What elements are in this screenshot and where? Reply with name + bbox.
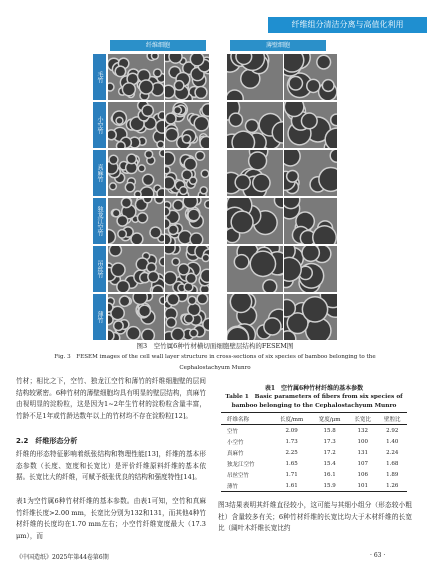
row-label: 小空竹 — [93, 102, 106, 148]
table-cell: 17.3 — [323, 438, 336, 445]
table-cell: 15.4 — [323, 460, 336, 467]
micrograph-panel — [165, 150, 209, 196]
micrograph-panel — [165, 102, 209, 148]
table-header-cell: 长宽比 — [354, 416, 372, 423]
micrograph-panel — [165, 294, 209, 340]
table-header-cell: 宽度/μm — [318, 416, 341, 423]
table-cell: 1.89 — [386, 471, 399, 478]
row-label: 吊丝竹 — [93, 246, 106, 292]
table-cell: 2.24 — [386, 449, 399, 456]
micrograph-panel — [108, 54, 164, 100]
micrograph-panel — [108, 198, 164, 244]
micrograph-panel — [227, 54, 283, 100]
table-1-title-zh: 表1 空竹属6种竹材纤维的基本参数 — [264, 385, 364, 392]
table-cell: 2.25 — [285, 449, 298, 456]
table-cell: 100 — [357, 438, 369, 445]
table-header-cell: 纤维名称 — [227, 416, 250, 423]
table-cell: 132 — [357, 427, 369, 434]
table-1-title — [218, 384, 410, 411]
micrograph-panel — [284, 198, 337, 244]
running-header: 纤维组分清洁分离与高值化利用 — [268, 17, 427, 33]
table-cell: 107 — [357, 460, 369, 467]
table-cell: 1.71 — [285, 471, 298, 478]
table-cell: 独龙江空竹 — [227, 461, 255, 468]
table-row — [221, 436, 407, 447]
table-header-cell: 长度/mm — [279, 416, 304, 423]
micrograph-panel — [284, 54, 337, 100]
table-row — [221, 480, 407, 492]
table-cell: 2.09 — [285, 427, 298, 434]
table-cell: 16.1 — [323, 471, 336, 478]
figure-caption — [30, 341, 400, 374]
paragraph-cell-wall: 竹材；相比之下，空竹、独龙江空竹和薄竹的纤维细胞壁的层间结构较紧密。6种竹材的薄壁细胞均具有明显的壁层结构，真麻竹由视明显的淀粉粒，这是因为1~2年生竹材的淀粉粒含量丰富，竹龄不足1年或竹龄达数年以上的竹材均不存在淀粉粒[12]。 — [16, 377, 206, 421]
table-row — [221, 469, 407, 480]
table-cell: 15.9 — [323, 482, 336, 489]
row-label: 真麻竹 — [93, 150, 106, 196]
table-header-row — [221, 413, 407, 425]
table-cell: 2.92 — [386, 427, 399, 434]
table-cell: 1.73 — [285, 438, 298, 445]
micrograph-panel — [165, 54, 209, 100]
micrograph-panel — [284, 102, 337, 148]
figure-caption-zh: 图3 空竹属6种竹材横切面细胞壁层结构的FESEM图 — [136, 342, 294, 350]
micrograph-panel — [284, 294, 337, 340]
micrograph-panel — [165, 198, 209, 244]
table-1 — [221, 412, 407, 492]
table-cell: 1.61 — [285, 482, 298, 489]
paragraph-fiber-morphology: 纤维的形态特征影响着纸张结构和物理性能[13]，纤维的基本形态参数（长度、宽度和长宽比）是评价纤维原料纤维的基本依据。长宽比大的纤维，可赋予纸张优良的结构和强度特性[14]。 — [16, 450, 206, 482]
micrograph-panel — [284, 246, 337, 292]
footer-page-number: · 63 · — [370, 552, 386, 559]
table-cell: 吊丝空竹 — [227, 472, 250, 479]
table-header-cell: 壁腔比 — [383, 416, 401, 423]
table-cell: 1.26 — [386, 482, 399, 489]
table-cell: 101 — [357, 482, 369, 489]
micrograph-panel — [227, 102, 283, 148]
table-cell: 17.2 — [323, 449, 336, 456]
micrograph-panel — [284, 150, 337, 196]
column-header-parenchyma: 薄壁细胞 — [230, 40, 326, 51]
table-cell: 131 — [357, 449, 369, 456]
figure-3 — [93, 40, 337, 336]
table-row — [221, 425, 407, 437]
row-label: 毛竹 — [93, 54, 106, 100]
table-cell: 1.40 — [386, 438, 399, 445]
micrograph-panel — [108, 102, 164, 148]
micrograph-panel — [227, 150, 283, 196]
column-header-fiber: 纤维细胞 — [110, 40, 206, 51]
paragraph-right-column: 图3结果表明其纤维直径较小，这可能与其细小组分（形态较小粗杜）含量较多有关；6种竹材纤维的长宽比均大于木材纤维的长宽比（阔叶木纤维长宽比约 — [218, 501, 412, 533]
micrograph-panel — [108, 150, 164, 196]
micrograph-panel — [227, 294, 283, 340]
section-heading-fiber-morphology: 2.2 纤维形态分析 — [16, 437, 78, 445]
micrograph-panel — [227, 198, 283, 244]
table-1-title-en: Table 1 Basic parameters of fibers from six species of bamboo belonging to the Cephalostachyum Munro — [225, 394, 403, 409]
micrograph-panel — [227, 246, 283, 292]
micrograph-panel — [108, 246, 164, 292]
table-cell: 小空竹 — [227, 439, 244, 446]
table-row — [221, 447, 407, 458]
footer-journal: 《中国造纸》2025年第44卷第6期 — [16, 554, 109, 561]
table-cell: 空竹 — [227, 428, 239, 435]
row-label: 薄竹 — [93, 294, 106, 340]
table-cell: 1.68 — [386, 460, 399, 467]
micrograph-panel — [108, 294, 164, 340]
table-cell: 薄竹 — [227, 483, 239, 490]
paragraph-table-discussion: 表1为空竹属6种竹材纤维的基本参数。由表1可知，空竹和真麻竹纤维长度>2.00 mm，长宽比分别为132和131，而其他4种竹材纤维的长度均在1.70 mm左右；小空竹纤维宽度最大（17.3 μm），而 — [16, 497, 206, 541]
table-cell: 15.8 — [323, 427, 336, 434]
micrograph-panel — [165, 246, 209, 292]
table-row — [221, 458, 407, 469]
row-label: 独龙江空竹 — [93, 198, 106, 244]
figure-caption-en: Fig. 3 FESEM images of the cell wall layer structure in cross-sections of six species of bamboo belonging to the Cephalostachyum Munro — [54, 354, 376, 371]
table-cell: 106 — [357, 471, 369, 478]
table-cell: 真麻竹 — [227, 450, 244, 457]
table-cell: 1.65 — [285, 460, 298, 467]
